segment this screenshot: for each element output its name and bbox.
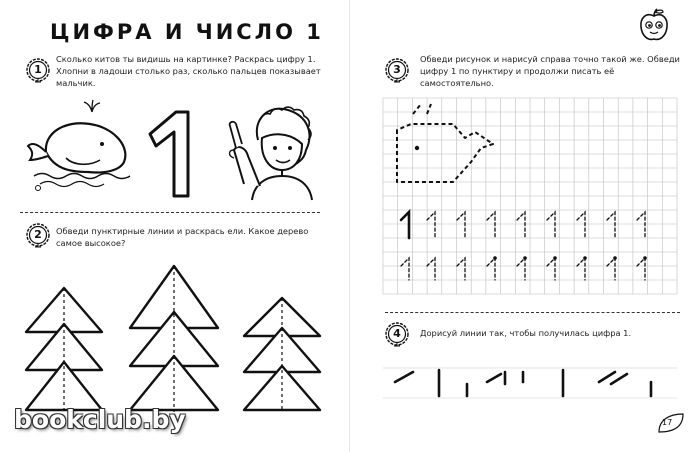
task-divider-left bbox=[20, 212, 320, 213]
fir-tree-left bbox=[22, 286, 106, 414]
digit-one-trace bbox=[517, 212, 525, 238]
start-dot bbox=[643, 256, 647, 260]
apple-mascot-icon bbox=[636, 8, 672, 44]
digit-one-trace bbox=[577, 212, 585, 238]
digit-one-trace bbox=[401, 258, 409, 280]
start-dot bbox=[583, 256, 587, 260]
task-2-text: Обведи пунктирные линии и раскрась ели. Какое дерево самое высокое? bbox=[56, 226, 309, 248]
task-3-badge bbox=[385, 58, 409, 82]
digit-completion-row bbox=[383, 358, 677, 408]
boy-showing-one-finger-picture bbox=[218, 100, 322, 200]
digit-one-trace bbox=[637, 212, 645, 238]
task-3-text: Обведи рисунок и нарисуй справа точно такой же. Обведи цифру 1 по пунктиру и продолжи писать её самостоятельно. bbox=[420, 54, 680, 88]
digit-one-trace bbox=[487, 212, 495, 238]
task-3-number: 3 bbox=[393, 63, 401, 76]
digit-one-trace bbox=[487, 258, 495, 280]
digit-one-trace bbox=[427, 212, 435, 238]
task-divider-right bbox=[385, 312, 680, 313]
watermark: bookclub.by bbox=[14, 405, 186, 434]
big-digit-outline bbox=[146, 108, 192, 200]
task-2-badge bbox=[26, 223, 50, 247]
start-dot bbox=[613, 256, 617, 260]
task-4-number: 4 bbox=[393, 327, 401, 340]
page-title: ЦИФРА И ЧИСЛО 1 bbox=[50, 20, 324, 44]
tracing-grid bbox=[383, 98, 677, 294]
digit-one-trace bbox=[547, 258, 555, 280]
task-1-number: 1 bbox=[34, 63, 42, 76]
fir-tree-right bbox=[240, 296, 324, 414]
task-2-number: 2 bbox=[34, 228, 42, 241]
task-4-text: Дорисуй линии так, чтобы получилась цифра 1. bbox=[420, 328, 632, 338]
digit-one-trace bbox=[607, 212, 615, 238]
start-dot bbox=[523, 256, 527, 260]
book-spine bbox=[349, 0, 350, 452]
digit-one-trace bbox=[517, 258, 525, 280]
digit-one-trace bbox=[637, 258, 645, 280]
page-number: 17 bbox=[662, 418, 673, 427]
digit-one-trace bbox=[547, 212, 555, 238]
start-dot bbox=[553, 256, 557, 260]
start-dot bbox=[493, 256, 497, 260]
digit-one-trace bbox=[457, 258, 465, 280]
task-1-badge bbox=[26, 58, 50, 82]
digit-one-trace bbox=[607, 258, 615, 280]
fir-tree-middle bbox=[126, 264, 222, 414]
digit-one-trace bbox=[401, 212, 409, 238]
digit-one-trace bbox=[457, 212, 465, 238]
digit-one-trace bbox=[427, 258, 435, 280]
task-4-badge bbox=[385, 322, 409, 346]
whale-picture bbox=[26, 100, 136, 192]
task-1-text: Сколько китов ты видишь на картинке? Раскрась цифру 1. Хлопни в ладоши столько раз, сколько пальцев показывает мальчик. bbox=[56, 54, 321, 88]
digit-one-trace bbox=[577, 258, 585, 280]
